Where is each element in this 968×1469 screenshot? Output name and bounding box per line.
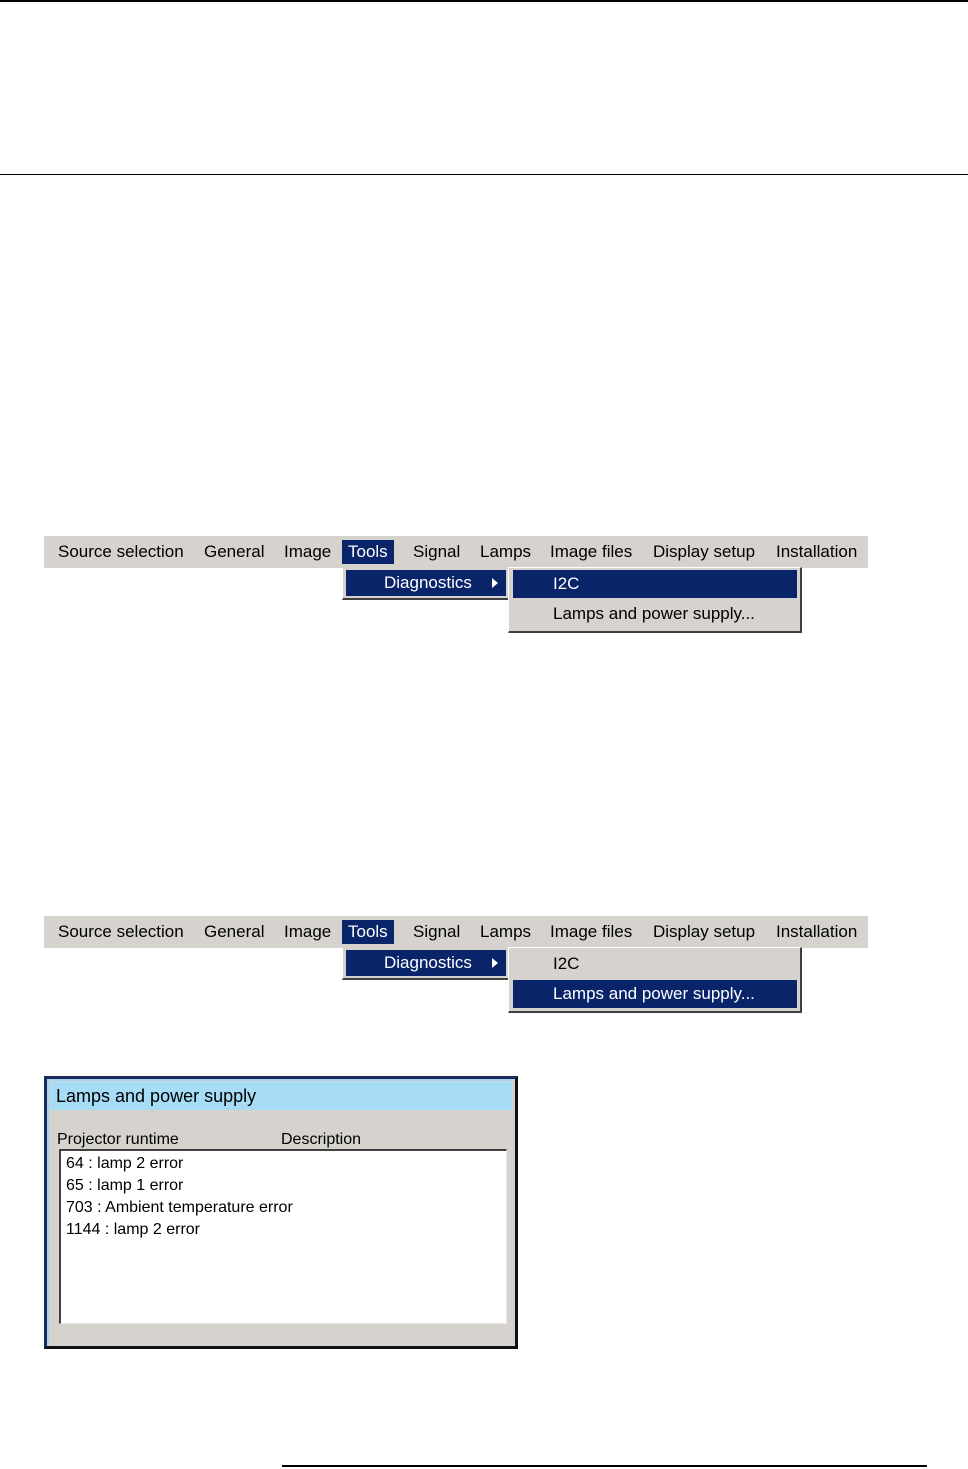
menu-screenshot-lamps (44, 916, 870, 1016)
menu-display-setup[interactable]: Display setup (653, 922, 756, 941)
column-header-description[interactable]: Description (281, 1131, 362, 1148)
diagnostics-submenu (508, 567, 802, 633)
diagnostics-item-lamps-power[interactable] (513, 600, 797, 628)
menubar (44, 536, 868, 568)
menu-source-selection[interactable]: Source selection (58, 542, 184, 561)
lamps-power-label: Lamps and power supply... (553, 984, 755, 1003)
menu-screenshot-i2c (44, 536, 870, 636)
menu-image[interactable]: Image (284, 542, 332, 561)
chevron-right-icon (492, 958, 498, 968)
dialog-title-bar[interactable] (50, 1082, 512, 1110)
page-top-rule (0, 0, 968, 2)
menu-image-files[interactable]: Image files (550, 542, 633, 561)
diagnostics-item-i2c[interactable] (513, 950, 797, 978)
header-rule (0, 174, 968, 175)
menu-image[interactable]: Image (284, 922, 332, 941)
lamps-power-label: Lamps and power supply... (553, 604, 755, 623)
i2c-label: I2C (553, 574, 580, 593)
chevron-right-icon (492, 578, 498, 588)
lamps-power-dialog (44, 1076, 518, 1349)
list-item[interactable]: 64 : lamp 2 error (66, 1155, 184, 1172)
menu-general[interactable]: General (204, 542, 265, 561)
list-item[interactable]: 1144 : lamp 2 error (66, 1221, 200, 1238)
footer-rule (282, 1465, 927, 1467)
menu-lamps[interactable]: Lamps (480, 542, 532, 561)
diagnostics-label: Diagnostics (384, 573, 472, 592)
menu-signal[interactable]: Signal (413, 542, 461, 561)
list-item[interactable]: 703 : Ambient temperature error (66, 1199, 293, 1216)
list-item[interactable]: 65 : lamp 1 error (66, 1177, 184, 1194)
tools-submenu (342, 948, 510, 980)
menu-image-files[interactable]: Image files (550, 922, 633, 941)
menu-general[interactable]: General (204, 922, 265, 941)
menu-signal[interactable]: Signal (413, 922, 461, 941)
menu-installation[interactable]: Installation (776, 922, 858, 941)
menu-source-selection[interactable]: Source selection (58, 922, 184, 941)
i2c-label: I2C (553, 954, 580, 973)
diagnostics-label: Diagnostics (384, 953, 472, 972)
menu-lamps[interactable]: Lamps (480, 922, 532, 941)
column-header-runtime[interactable]: Projector runtime (57, 1131, 179, 1148)
dialog-title: Lamps and power supply (56, 1086, 257, 1106)
menu-tools[interactable]: Tools (342, 540, 394, 564)
diagnostics-item-lamps-power[interactable] (513, 980, 797, 1008)
menu-installation[interactable]: Installation (776, 542, 858, 561)
menubar (44, 916, 868, 948)
submenu-diagnostics[interactable] (346, 570, 506, 596)
tools-submenu (342, 568, 510, 600)
menu-display-setup[interactable]: Display setup (653, 542, 756, 561)
diagnostics-item-i2c[interactable] (513, 570, 797, 598)
error-log-list[interactable] (59, 1149, 507, 1324)
menu-tools[interactable]: Tools (342, 920, 394, 944)
diagnostics-submenu (508, 947, 802, 1013)
submenu-diagnostics[interactable] (346, 950, 506, 976)
